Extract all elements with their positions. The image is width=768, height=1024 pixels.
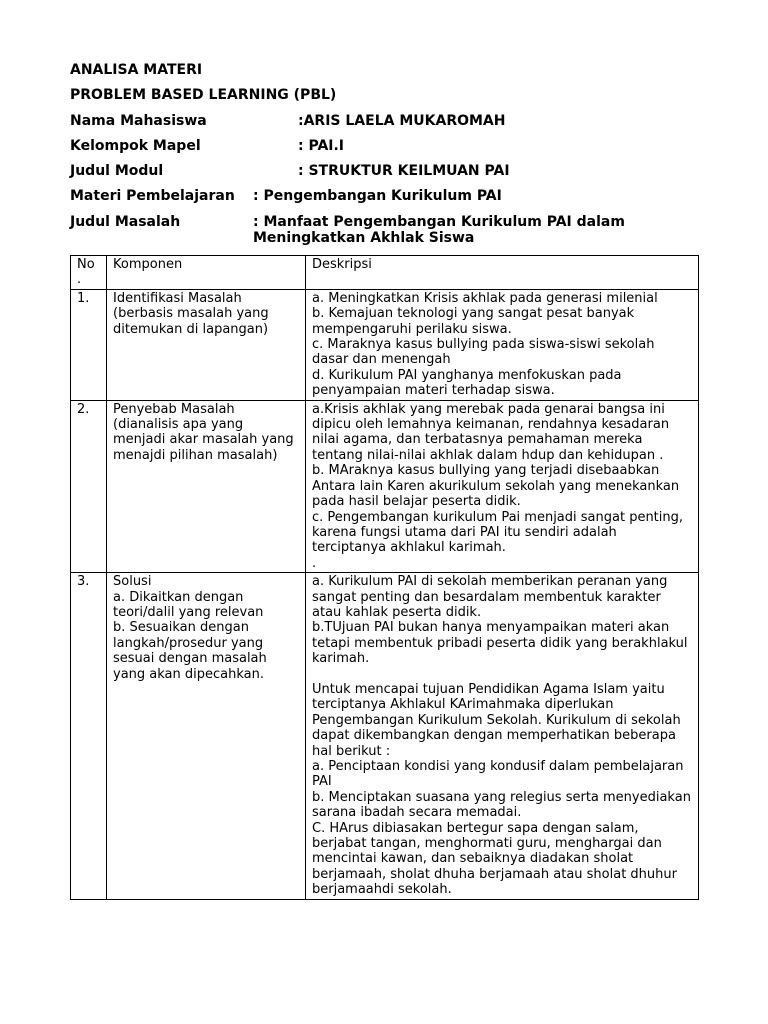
- header-komponen: Komponen: [107, 256, 306, 290]
- row-number: 1.: [71, 289, 107, 400]
- deskripsi-paragraph: a. Meningkatkan Krisis akhlak pada generasi milenial: [312, 290, 658, 306]
- nama-mahasiswa-label: Nama Mahasiswa: [70, 113, 207, 129]
- deskripsi-paragraph: Untuk mencapai tujuan Pendidikan Agama Islam yaitu terciptanya Akhlakul KArimahmaka diperlukan Pengembangan Kurikulum Sekolah. Kurikulum di sekolah dapat dikembangkan dengan memperhatikan beberapa hal berikut :: [312, 681, 681, 759]
- komponen-text: Identifikasi Masalah (berbasis masalah yang ditemukan di lapangan): [113, 290, 269, 337]
- header-deskripsi: Deskripsi: [306, 256, 699, 290]
- komponen-text: Penyebab Masalah (dianalisis apa yang menjadi akar masalah yang menajdi pilihan masalah): [113, 401, 294, 463]
- table-row: [71, 573, 699, 900]
- row-komponen: [107, 400, 306, 572]
- deskripsi-paragraph: b. MAraknya kasus bullying yang terjadi disebaabkan Antara lain Karen akurikulum sekolah yang menekankan pada hasil belajar peserta didik.: [312, 463, 680, 510]
- judul-masalah-value: : Manfaat Pengembangan Kurikulum PAI dalam Meningkatkan Akhlak Siswa: [253, 214, 625, 246]
- deskripsi-paragraph: c. Pengembangan kurikulum Pai menjadi sangat penting, karena fungsi utama dari PAI itu sendiri adalah terciptanya akhlakul karimah.: [312, 509, 684, 556]
- deskripsi-paragraph: b.TUjuan PAI bukan hanya menyampaikan materi akan tetapi membentuk pribadi peserta didik yang berakhlakul karimah.: [312, 620, 688, 667]
- judul-modul-label: Judul Modul: [70, 163, 164, 179]
- deskripsi-paragraph: a. Penciptaan kondisi yang kondusif dalam pembelajaran PAI: [312, 758, 684, 790]
- document-subtitle: PROBLEM BASED LEARNING (PBL): [70, 87, 337, 103]
- deskripsi-paragraph: .: [312, 555, 317, 571]
- materi-pembelajaran-value: : Pengembangan Kurikulum PAI: [253, 188, 502, 204]
- row-number: 3.: [71, 573, 107, 900]
- komponen-text: a. Dikaitkan dengan teori/dalil yang relevan: [113, 589, 264, 620]
- kelompok-mapel-value: : PAI.I: [298, 138, 345, 154]
- komponen-text: Solusi: [113, 574, 152, 590]
- deskripsi-paragraph: b. Kemajuan teknologi yang sangat pesat banyak mempengaruhi perilaku siswa.: [312, 306, 635, 337]
- table-header-row: [71, 256, 699, 290]
- row-deskripsi: [306, 573, 699, 900]
- judul-masalah-label: Judul Masalah: [70, 214, 181, 230]
- deskripsi-paragraph: a. Kurikulum PAI di sekolah memberikan peranan yang sangat penting dan besardalam membentuk karakter atau kahlak peserta didik.: [312, 574, 668, 620]
- row-number: 2.: [71, 400, 107, 572]
- judul-modul-value: : STRUKTUR KEILMUAN PAI: [298, 163, 510, 179]
- nama-mahasiswa-value: :ARIS LAELA MUKAROMAH: [298, 113, 506, 129]
- analysis-table: [70, 255, 699, 900]
- document-title: ANALISA MATERI: [70, 62, 203, 78]
- deskripsi-paragraph: C. HArus dibiasakan bertegur sapa dengan salam, berjabat tangan, menghormati guru, menghargai dan mencintai kawan, dan sebaiknya diadakan sholat berjamaah, sholat dhuha berjamaah atau sholat dhuhur berjamaahdi sekolah.: [312, 820, 677, 898]
- table-row: [71, 400, 699, 572]
- row-deskripsi: [306, 289, 699, 400]
- komponen-text: b. Sesuaikan dengan langkah/prosedur yang sesuai dengan masalah yang akan dipecahkan.: [113, 620, 267, 682]
- row-deskripsi: [306, 400, 699, 572]
- deskripsi-paragraph: a.Krisis akhlak yang merebak pada genarai bangsa ini dipicu oleh lemahnya keimanan, rendahnya kesadaran nilai agama, dan terbatasnya pemahaman mereka tentang nilai-nilai akhlak dalam hdup dan kehidupan .: [312, 401, 670, 463]
- paragraph-gap: [312, 667, 692, 682]
- header-no-text: No .: [77, 257, 95, 288]
- row-komponen: [107, 289, 306, 400]
- deskripsi-paragraph: c. Maraknya kasus bullying pada siswa-siswi sekolah dasar dan menengah: [312, 337, 655, 368]
- kelompok-mapel-label: Kelompok Mapel: [70, 138, 201, 154]
- header-no: [71, 256, 107, 290]
- deskripsi-paragraph: d. Kurikulum PAI yanghanya menfokuskan pada penyampaian materi terhadap siswa.: [312, 367, 622, 399]
- deskripsi-paragraph: b. Menciptakan suasana yang relegius serta menyediakan sarana ibadah secara memadai.: [312, 789, 691, 821]
- table-row: [71, 289, 699, 400]
- row-komponen: [107, 573, 306, 900]
- materi-pembelajaran-label: Materi Pembelajaran: [70, 188, 235, 204]
